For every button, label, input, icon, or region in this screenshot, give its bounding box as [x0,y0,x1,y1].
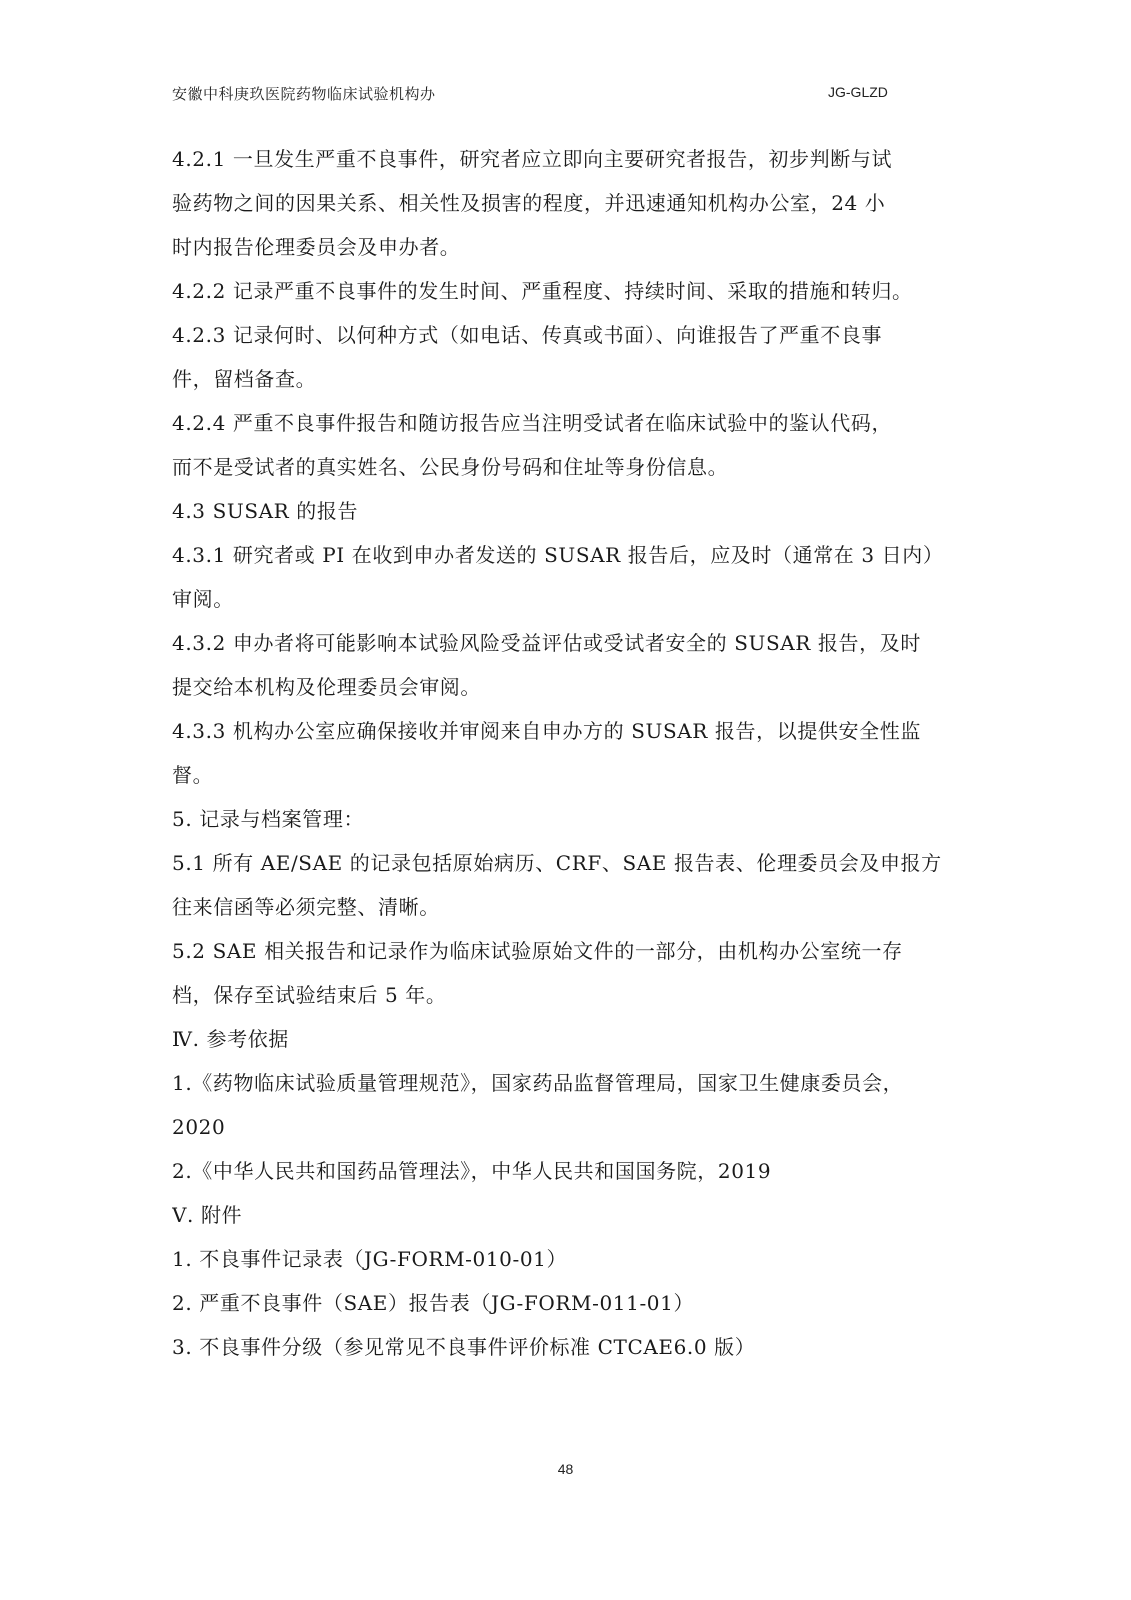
text-line: 4.3.3 机构办公室应确保接收并审阅来自申办方的 SUSAR 报告，以提供安全性监 [172,719,921,743]
text-line: 验药物之间的因果关系、相关性及损害的程度，并迅速通知机构办公室，24 小 [172,191,886,215]
text-line: 提交给本机构及伦理委员会审阅。 [172,675,481,699]
text-line: 档，保存至试验结束后 5 年。 [172,983,447,1007]
text-line: 督。 [172,763,214,787]
reference-item: 2.《中华人民共和国药品管理法》，中华人民共和国国务院，2019 [172,1159,772,1183]
header-doc-code: JG-GLZD [828,84,888,100]
attachment-item: 2. 严重不良事件（SAE）报告表（JG-FORM-011-01） [172,1291,695,1315]
text-line: 4.2.2 记录严重不良事件的发生时间、严重程度、持续时间、采取的措施和转归。 [172,279,913,303]
attachment-item: 3. 不良事件分级（参见常见不良事件评价标准 CTCAE6.0 版） [172,1335,756,1359]
text-line: 4.2.3 记录何时、以何种方式（如电话、传真或书面）、向谁报告了严重不良事 [172,323,883,347]
section-heading: 4.3 SUSAR 的报告 [172,499,359,523]
text-line: 审阅。 [172,587,234,611]
text-line: 往来信函等必须完整、清晰。 [172,895,440,919]
header-institution: 安徽中科庚玖医院药物临床试验机构办 [172,85,436,103]
text-line: 时内报告伦理委员会及申办者。 [172,235,461,259]
page-number: 48 [557,1461,574,1477]
reference-item: 1.《药物临床试验质量管理规范》，国家药品监督管理局，国家卫生健康委员会， [172,1071,904,1095]
section-heading: Ⅴ. 附件 [172,1203,243,1227]
text-line: 4.3.2 申办者将可能影响本试验风险受益评估或受试者安全的 SUSAR 报告，及时 [172,631,921,655]
text-line: 5.2 SAE 相关报告和记录作为临床试验原始文件的一部分，由机构办公室统一存 [172,939,903,963]
reference-item: 2020 [172,1115,226,1139]
section-heading: 5. 记录与档案管理： [172,807,365,831]
section-heading: Ⅳ. 参考依据 [172,1027,289,1051]
attachment-item: 1. 不良事件记录表（JG-FORM-010-01） [172,1247,568,1271]
text-line: 5.1 所有 AE/SAE 的记录包括原始病历、CRF、SAE 报告表、伦理委员会及申报方 [172,851,942,875]
document-body [172,137,962,1369]
text-line: 件，留档备查。 [172,367,317,391]
text-line: 4.3.1 研究者或 PI 在收到申办者发送的 SUSAR 报告后，应及时（通常在 3 日内） [172,543,944,567]
text-line: 4.2.1 一旦发生严重不良事件，研究者应立即向主要研究者报告，初步判断与试 [172,147,893,171]
text-line: 而不是受试者的真实姓名、公民身份号码和住址等身份信息。 [172,455,729,479]
text-line: 4.2.4 严重不良事件报告和随访报告应当注明受试者在临床试验中的鉴认代码， [172,411,893,435]
